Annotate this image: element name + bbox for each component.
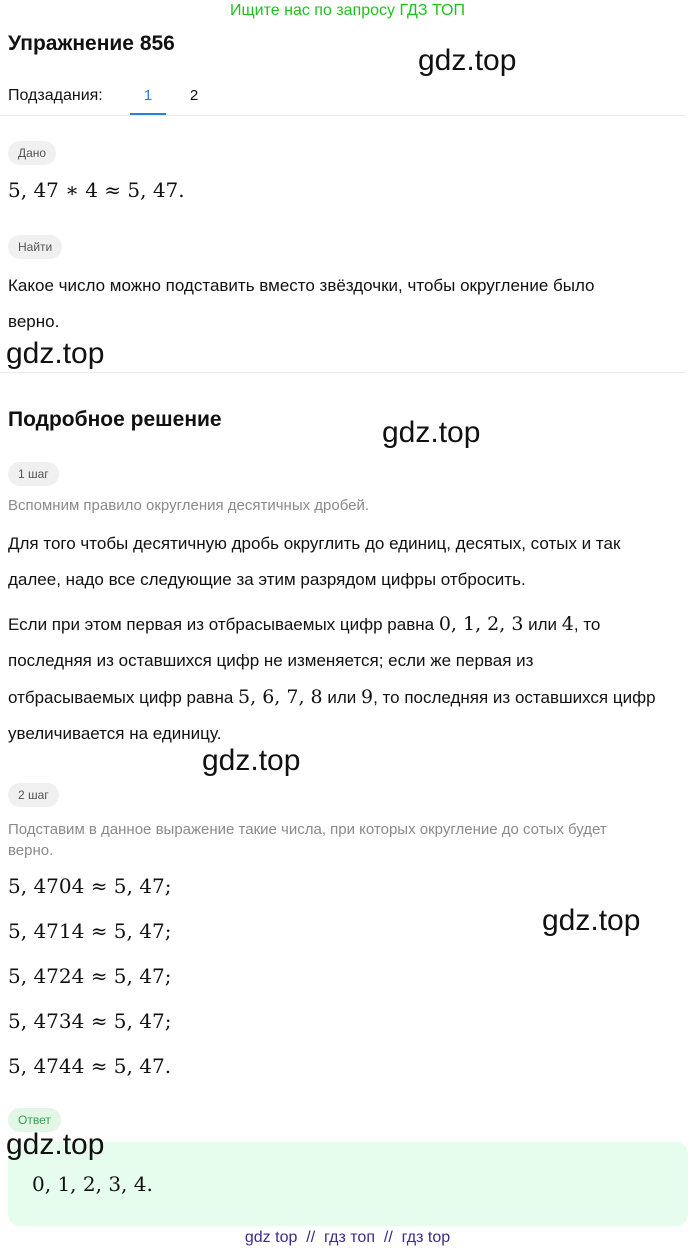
step1-p1-line1: Для того чтобы десятичную дробь округлить до единиц, десятых, сотых и так: [8, 534, 621, 553]
math-fragment: 9: [361, 686, 374, 708]
find-text-line1: Какое число можно подставить вместо звёздочки, чтобы округление было: [8, 276, 595, 295]
divider: [0, 115, 686, 116]
given-expression: 5, 47 ∗ 4 ≈ 5, 47.: [8, 178, 185, 202]
footer-links[interactable]: gdz top // гдз топ // гдз top: [244, 1229, 451, 1246]
step1-paragraph1: [8, 526, 688, 598]
step1-hint: Вспомним правило округления десятичных дробей.: [8, 497, 370, 514]
subtask-tab-1[interactable]: 1: [143, 87, 153, 104]
text-fragment: Если при этом первая из отбрасываемых цифр равна: [8, 615, 435, 634]
step2-hint-line2: верно.: [8, 842, 54, 859]
step1-p2-line2: последняя из оставшихся цифр не изменяется; если же первая из: [8, 651, 534, 670]
given-pill: Дано: [8, 141, 56, 165]
step1-pill: 1 шаг: [8, 462, 59, 486]
watermark: gdz.top: [418, 44, 517, 77]
watermark: gdz.top: [542, 904, 641, 937]
step1-p1-line2: далее, надо все следующие за этим разрядом цифры отбросить.: [8, 570, 526, 589]
watermark: gdz.top: [382, 416, 481, 449]
math-fragment: 5, 6, 7, 8: [238, 686, 323, 708]
divider: [0, 372, 686, 373]
text-fragment: , то последняя из оставшихся цифр: [373, 688, 656, 707]
text-fragment: или: [327, 688, 357, 707]
find-pill: Найти: [8, 235, 62, 259]
search-banner: Ищите нас по запросу ГДЗ ТОП: [230, 2, 465, 19]
answer-value: 0, 1, 2, 3, 4.: [32, 1172, 153, 1196]
subtasks-label: Подзадания:: [8, 87, 103, 104]
text-fragment: или: [528, 615, 558, 634]
step2-expression: 5, 4724 ≈ 5, 47;: [8, 964, 172, 988]
step2-hint-line1: Подставим в данное выражение такие числа, при которых округление до сотых будет: [8, 821, 607, 838]
step1-p2-line1: [8, 606, 688, 643]
find-text: [8, 268, 688, 340]
page-title: Упражнение 856: [8, 32, 175, 55]
math-fragment: 4: [561, 613, 574, 635]
step2-expression: 5, 4734 ≈ 5, 47;: [8, 1009, 172, 1033]
watermark: gdz.top: [202, 744, 301, 777]
subtask-tab-2[interactable]: 2: [189, 87, 199, 104]
answer-pill: Ответ: [8, 1108, 61, 1132]
step2-expression: 5, 4744 ≈ 5, 47.: [8, 1054, 172, 1078]
step1-p2-line4: увеличивается на единицу.: [8, 724, 222, 743]
step1-p2-line3: [8, 679, 688, 716]
text-fragment: отбрасываемых цифр равна: [8, 688, 234, 707]
watermark: gdz.top: [6, 337, 105, 370]
math-fragment: 0, 1, 2, 3: [438, 613, 524, 635]
solution-title: Подробное решение: [8, 408, 222, 431]
find-text-line2: верно.: [8, 312, 60, 331]
watermark: gdz.top: [6, 1128, 105, 1161]
step2-pill: 2 шаг: [8, 783, 59, 807]
step2-expression: 5, 4714 ≈ 5, 47;: [8, 919, 172, 943]
text-fragment: , то: [573, 615, 601, 634]
step2-expression: 5, 4704 ≈ 5, 47;: [8, 874, 172, 898]
step1-paragraph2: [8, 606, 688, 752]
step2-hint: [8, 819, 688, 861]
